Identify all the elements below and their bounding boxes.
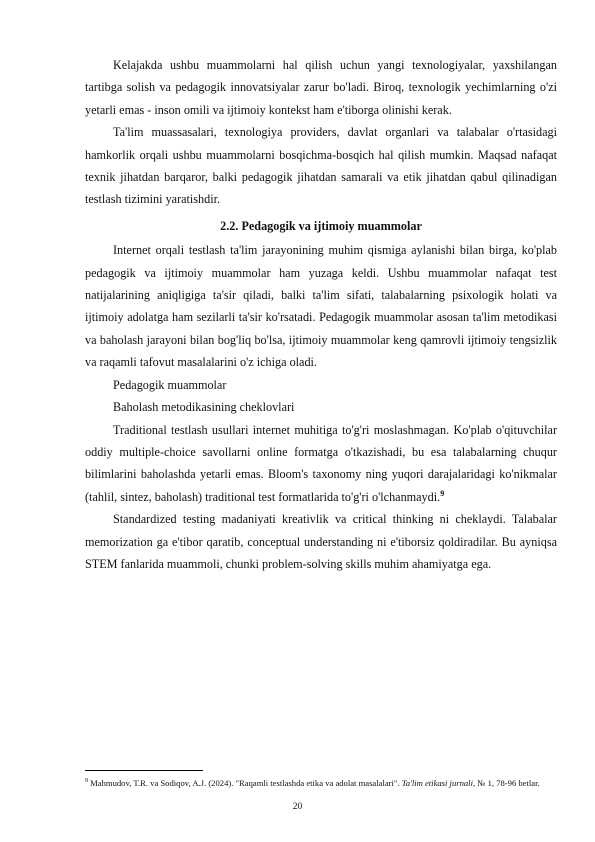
footnote-reference[interactable]: 9 <box>440 488 445 498</box>
paragraph-4-text: Traditional testlash usullari internet muhitiga to'g'ri moslashmagan. Ko'plab o'qituvchilar oddiy multiple-choice savollarni online formatga o'tkazishadi, bu esa talabalarning chuqur bilimlarini baholashda yetarli emas. Bloom's taxonomy ning yuqori darajalaridagi ko'nikmalar (tahlil, sintez, baholash) traditional test formatlarida to'g'ri o'lchanmaydi. <box>85 422 557 504</box>
footnote-journal: Ta'lim etikasi jurnali <box>401 777 473 788</box>
footnote-tail: , № 1, 78-96 betlar. <box>472 777 540 788</box>
page-body <box>85 54 557 575</box>
subheading-pedagogical-problems: Pedagogik muammolar <box>113 377 227 392</box>
section-heading: 2.2. Pedagogik va ijtimoiy muammolar <box>220 218 422 233</box>
footnote-divider <box>85 770 203 771</box>
footnote-text: Mahmudov, T.R. va Sodiqov, A.J. (2024). "Raqamli testlashda etika va adolat masalalari". <box>88 777 402 788</box>
footnote <box>85 774 557 790</box>
subheading-assessment-limits: Baholash metodikasining cheklovlari <box>113 400 295 415</box>
paragraph-3: Internet orqali testlash ta'lim jarayonining muhim qismiga aylanishi bilan birga, ko'plab pedagogik va ijtimoiy muammolar ham yuzaga keldi. Ushbu muammolar nafaqat test natijalarining aniqligiga ta'sir qiladi, balki ta'lim sifati, talabalarning psixologik holati va ijtimoiy adolatga ham sezilarli ta'sir ko'rsatadi. Pedagogik muammolar asosan ta'lim metodikasi va baholash jarayoni bilan bog'liq bo'lsa, ijtimoiy muammolar keng qamrovli ijtimoiy tengsizlik va raqamli tafovut masalalarini o'z ichiga oladi. <box>85 243 557 370</box>
paragraph-5: Standardized testing madaniyati kreativlik va critical thinking ni cheklaydi. Talabalar memorization ga e'tibor qaratib, conceptual understanding ni e'tiborsiz qoldiradilar. Bu ayniqsa STEM fanlarida muammoli, chunki problem-solving skills muhim ahamiyatga ega. <box>85 512 557 571</box>
paragraph-1: Kelajakda ushbu muammolarni hal qilish uchun yangi texnologiyalar, yaxshilangan tartibga solish va pedagogik innovatsiyalar zarur bo'ladi. Biroq, texnologik yechimlarning o'zi yetarli emas - inson omili va ijtimoiy kontekst ham e'tiborga olinishi kerak. <box>85 58 557 117</box>
page-number: 20 <box>292 802 303 812</box>
paragraph-2: Ta'lim muassasalari, texnologiya providers, davlat organlari va talabalar o'rtasidagi hamkorlik orqali ushbu muammolarni bosqichma-bosqich hal qilish mumkin. Maqsad nafaqat texnik jihatdan barqaror, balki pedagogik jihatdan samarali va etik jihatdan qabul qilinadigan testlash tizimini yaratishdir. <box>85 125 557 207</box>
paragraph-4 <box>85 419 557 509</box>
footnote-number: 9 <box>85 778 88 784</box>
